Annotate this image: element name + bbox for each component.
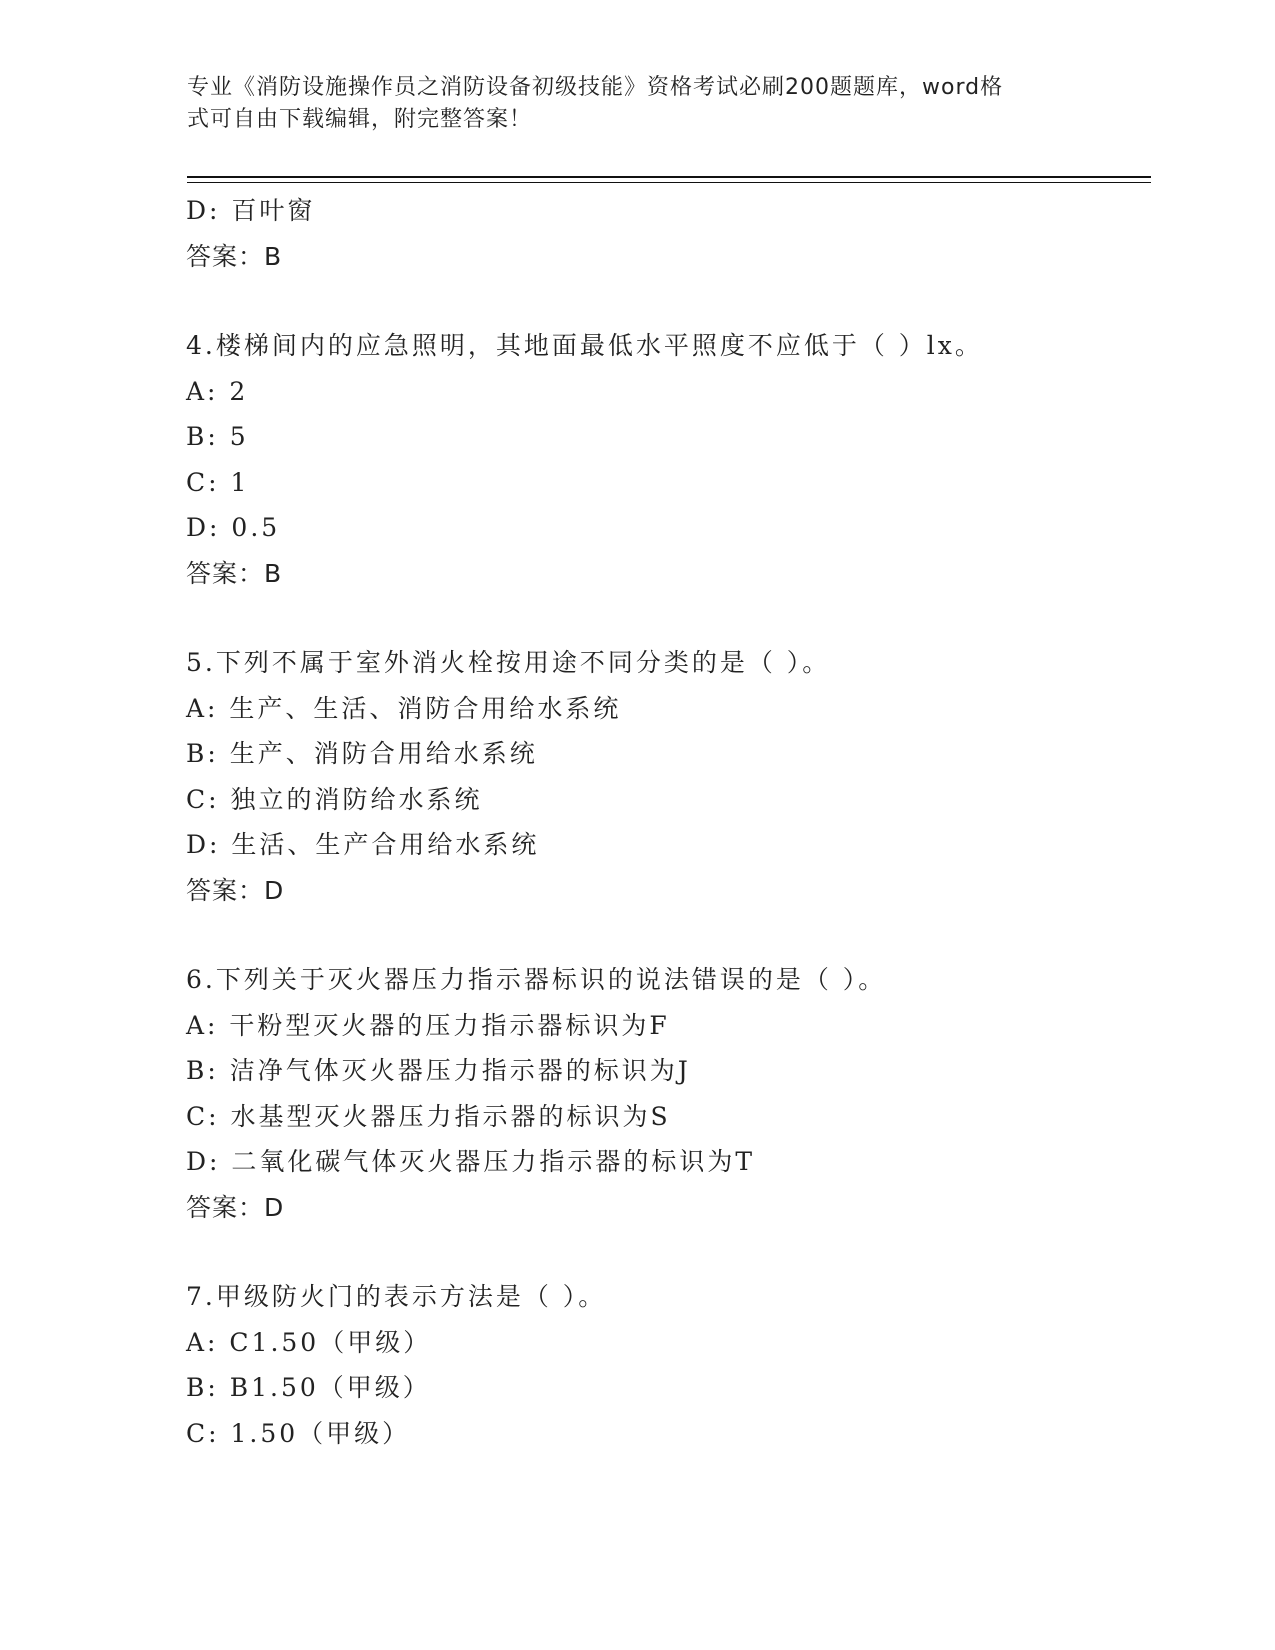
option-c: C: 独立的消防给水系统 (186, 784, 483, 814)
option-c: C: 水基型灭火器压力指示器的标识为S (186, 1101, 671, 1131)
question-7 (186, 1274, 1146, 1456)
option-a: A: 2 (186, 376, 249, 406)
header-line-1: 专业《消防设施操作员之消防设备初级技能》资格考试必刷200题题库，word格 (187, 75, 1004, 100)
option-c: C: 1.50（甲级） (186, 1418, 411, 1448)
document-header (187, 72, 1067, 136)
option-b: B: B1.50（甲级） (186, 1373, 431, 1402)
option-b: B: 洁净气体灭火器压力指示器的标识为J (186, 1056, 691, 1085)
option-a: A: 干粉型灭火器的压力指示器标识为F (186, 1010, 670, 1040)
option-c: C: 1 (186, 467, 250, 497)
option-d: D: 生活、生产合用给水系统 (186, 830, 540, 859)
question-stem: 6.下列关于灭火器压力指示器标识的说法错误的是（ ）。 (186, 965, 887, 994)
option-b: B: 5 (186, 422, 249, 451)
question-6 (186, 957, 1146, 1230)
header-divider-thin (187, 182, 1151, 183)
option-a: A: C1.50（甲级） (186, 1327, 432, 1357)
answer: 答案：D (186, 875, 285, 905)
option-b: B: 生产、消防合用给水系统 (186, 739, 538, 768)
header-line-2: 式可自由下载编辑，附完整答案！ (187, 107, 533, 132)
answer: 答案：D (186, 1192, 285, 1222)
header-divider-thick (187, 176, 1151, 178)
question-3-tail (186, 188, 1146, 279)
option-d: D: 二氧化碳气体灭火器压力指示器的标识为T (186, 1147, 756, 1176)
question-list (186, 188, 1146, 1456)
question-stem: 5.下列不属于室外消火栓按用途不同分类的是（ ）。 (186, 648, 831, 677)
option-d: D: 0.5 (186, 513, 281, 542)
answer: 答案：B (186, 241, 283, 271)
option-d: D: 百叶窗 (186, 196, 316, 225)
answer: 答案：B (186, 558, 283, 588)
question-5 (186, 640, 1146, 913)
option-a: A: 生产、生活、消防合用给水系统 (186, 693, 622, 723)
question-stem: 4.楼梯间内的应急照明，其地面最低水平照度不应低于（ ）lx。 (186, 331, 983, 360)
question-stem: 7.甲级防火门的表示方法是（ ）。 (186, 1282, 607, 1311)
question-4 (186, 323, 1146, 596)
